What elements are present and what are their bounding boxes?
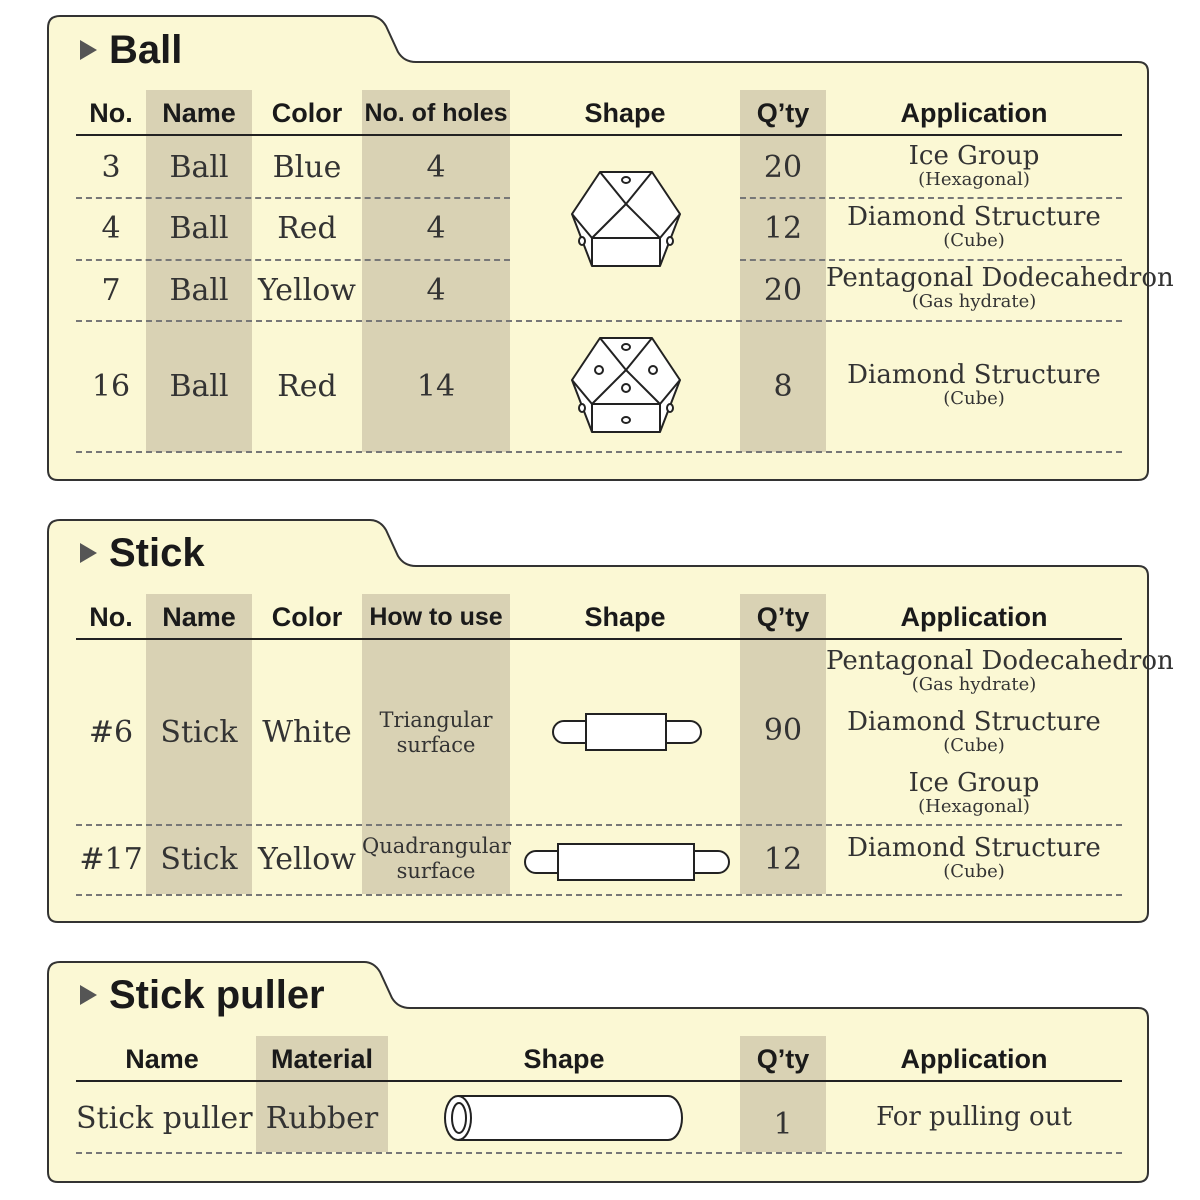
ball-row1-app-sub: (Hexagonal) [918,169,1030,190]
ball-header-color: Color [271,98,343,128]
stick-header-qty: Q’ty [756,602,810,632]
puller-row-material: Rubber [265,1101,379,1136]
ball-row3-no: 7 [101,273,121,308]
stick-row2-howto-line2: surface [396,859,476,884]
stick-row1-app2-main: Diamond Structure [847,707,1101,737]
ball-row1-app-main: Ice Group [908,141,1040,171]
stick-row2-howto-line1: Quadrangular [362,834,512,858]
ball-row4-app-sub: (Cube) [943,388,1005,409]
ball-row4-qty: 8 [773,369,793,404]
ball-row1-holes: 4 [426,150,446,185]
triangle-bullet-icon [80,985,97,1005]
ball-row3-name: Ball [169,273,229,308]
stick-row2-name: Stick [160,842,238,877]
stick-row1-qty: 90 [763,713,803,748]
ball-row3-holes: 4 [426,273,446,308]
puller-header-application: Application [900,1044,1048,1074]
stick-header-application: Application [900,602,1048,632]
ball-row1-qty: 20 [763,150,803,185]
stick-puller-title-text: Stick puller [109,973,325,1017]
ball-row2-app-main: Diamond Structure [847,202,1101,232]
stick-row1-app1-main: Pentagonal Dodecahedron [826,646,1174,676]
ball-row2-qty: 12 [763,211,803,246]
puller-header-shape: Shape [523,1044,605,1074]
stick-row1-app1-sub: (Gas hydrate) [911,674,1037,695]
stick-row1-howto-line1: Triangular [379,708,493,732]
stick-row1-no: #6 [88,715,134,750]
ball-row3-app-sub: (Gas hydrate) [911,291,1037,312]
stick-row1-color: White [262,715,352,750]
puller-row-app-main: For pulling out [876,1102,1072,1132]
stick-puller-shape-icon [440,1092,688,1144]
ball-row4-no: 16 [91,369,131,404]
ball-row2-no: 4 [101,211,121,246]
stick-header-howto: How to use [369,603,503,631]
stick-row2-color: Yellow [258,842,356,877]
stick-row1-howto-line2: surface [396,733,476,758]
stick-row2-app-sub: (Cube) [943,861,1005,882]
puller-bottom-divider [76,1152,1122,1154]
puller-row-name: Stick puller [76,1101,253,1136]
ball-header-shape: Shape [584,98,666,128]
ball-header-qty: Q’ty [756,98,810,128]
stick-row2-app-main: Diamond Structure [847,833,1101,863]
puller-header-name: Name [125,1044,199,1074]
puller-header-rule [76,1080,1122,1082]
stick-header-shape: Shape [584,602,666,632]
stick-row1-app3-sub: (Hexagonal) [918,796,1030,817]
ball-header-name: Name [162,98,236,128]
stick-puller-section-title [80,975,325,1015]
stick-header-name: Name [162,602,236,632]
stick-row2-qty: 12 [763,842,803,877]
ball-row4-name: Ball [169,369,229,404]
puller-header-material: Material [270,1044,374,1074]
ball-row1-no: 3 [101,150,121,185]
ball-header-application: Application [900,98,1048,128]
puller-header-qty: Q’ty [756,1044,810,1074]
ball-row2-holes: 4 [426,211,446,246]
stick-row2-no: #17 [79,842,143,877]
ball-row4-app-main: Diamond Structure [847,360,1101,390]
ball-row2-color: Red [277,211,337,246]
ball-row4-holes: 14 [416,369,456,404]
ball-row3-app-main: Pentagonal Dodecahedron [826,263,1174,293]
ball-row1-color: Blue [272,150,342,185]
puller-row-qty: 1 [773,1107,793,1142]
stick-row1-app3-main: Ice Group [908,768,1040,798]
stick-row1-name: Stick [160,715,238,750]
ball-header-no: No. [89,98,133,128]
ball-row4-color: Red [277,369,337,404]
ball-header-holes: No. of holes [364,99,508,127]
stick-header-no: No. [89,602,133,632]
stick-title-text: Stick [109,531,205,575]
ball-row2-name: Ball [169,211,229,246]
ball-row3-color: Yellow [258,273,356,308]
stick-header-color: Color [271,602,343,632]
ball-row2-app-sub: (Cube) [943,230,1005,251]
ball-row1-name: Ball [169,150,229,185]
puller-row-application [826,1104,1122,1130]
ball-row3-qty: 20 [763,273,803,308]
stick-row1-app2-sub: (Cube) [943,735,1005,756]
ball-title-text: Ball [109,28,183,72]
